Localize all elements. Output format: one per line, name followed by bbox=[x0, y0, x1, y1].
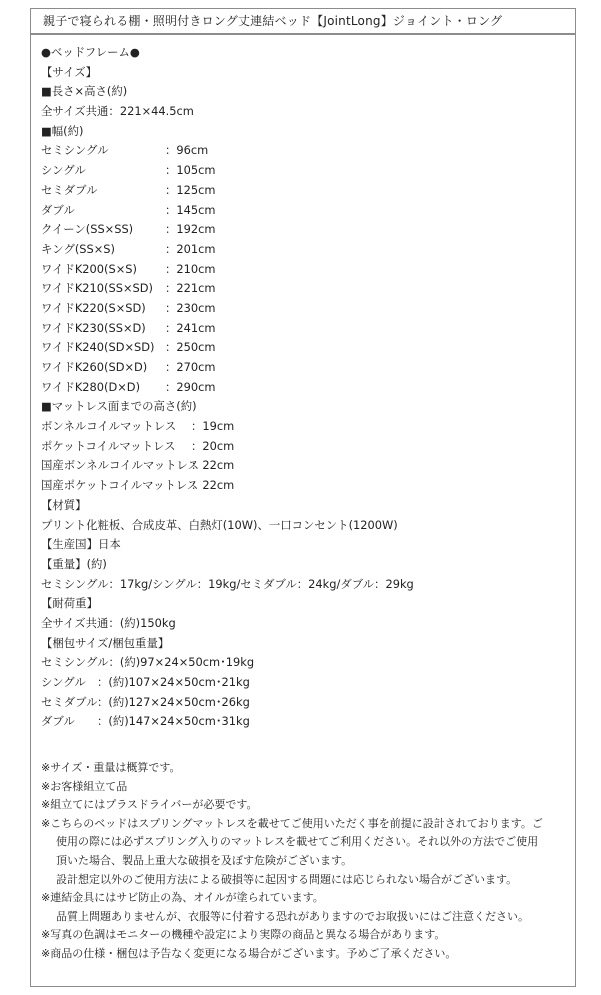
load-value: 全サイズ共通：(約)150kg bbox=[41, 615, 176, 630]
mattress-height-value: ：22cm bbox=[191, 458, 235, 473]
width-value: ：241cm bbox=[165, 320, 216, 335]
note-continuation: 設計想定以外のご使用方法による破損等に起因する問題には応じられない場合がございます。 bbox=[56, 872, 518, 886]
length-height-heading: ■長さ×高さ(約) bbox=[41, 84, 128, 99]
width-value: ：201cm bbox=[165, 241, 216, 256]
mattress-height-row bbox=[41, 437, 569, 457]
width-value: ：125cm bbox=[165, 182, 216, 197]
width-label: ワイドK240(SD×SD) bbox=[41, 340, 155, 355]
width-label: ワイドK230(SS×D) bbox=[41, 320, 146, 335]
width-label: ワイドK220(S×SD) bbox=[41, 300, 146, 315]
width-row bbox=[41, 161, 569, 181]
width-value: ：250cm bbox=[165, 340, 216, 355]
width-value: ：210cm bbox=[165, 261, 216, 276]
mattress-height-value: ：22cm bbox=[191, 478, 235, 493]
width-value: ：145cm bbox=[165, 202, 216, 217]
package-label: ダブル bbox=[41, 714, 75, 729]
package-label: シングル bbox=[41, 675, 86, 689]
package-value: ：(約)97×24×50cm･19kg bbox=[108, 655, 255, 670]
width-row bbox=[41, 358, 569, 378]
width-value: ：221cm bbox=[165, 281, 216, 296]
width-value: ：270cm bbox=[165, 360, 216, 374]
page-title: 親子で寝られる棚・照明付きロング丈連結ベッド【JointLong】ジョイント・ロング bbox=[43, 14, 503, 28]
package-heading: 【梱包サイズ/梱包重量】 bbox=[41, 635, 170, 650]
width-label: クイーン(SS×SS) bbox=[41, 222, 134, 237]
width-label: セミダブル bbox=[41, 182, 98, 197]
length-height-value: 全サイズ共通：221×44.5cm bbox=[41, 104, 194, 119]
origin-line: 【生産国】日本 bbox=[41, 537, 121, 552]
width-row bbox=[41, 260, 569, 280]
weight-heading: 【重量】(約) bbox=[41, 556, 107, 571]
package-label: セミシングル bbox=[41, 655, 109, 670]
size-heading: 【サイズ】 bbox=[41, 64, 98, 79]
note-item: ※連結金具にはサビ防止の為、オイルが塗られています。 bbox=[41, 891, 324, 905]
material-value: プリント化粧板、合成皮革、白熱灯(10W)、一口コンセント(1200W) bbox=[41, 517, 398, 532]
width-label: シングル bbox=[41, 163, 86, 178]
mattress-height-heading: ■マットレス面までの高さ(約) bbox=[41, 399, 197, 414]
mattress-height-row bbox=[41, 456, 569, 476]
mattress-height-label: 国産ポケットコイルマットレス bbox=[41, 478, 199, 493]
width-label: ワイドK210(SS×SD) bbox=[41, 281, 153, 296]
frame-heading: ●ベッドフレーム● bbox=[41, 45, 140, 59]
mattress-height-label: ポケットコイルマットレス bbox=[41, 438, 176, 453]
weight-value: セミシングル：17kg/シングル：19kg/セミダブル：24kg/ダブル：29kg bbox=[41, 576, 414, 591]
width-value: ：290cm bbox=[165, 379, 216, 394]
width-row bbox=[41, 378, 569, 398]
width-heading: ■幅(約) bbox=[41, 123, 84, 138]
width-row bbox=[41, 319, 569, 339]
width-value: ：105cm bbox=[165, 163, 216, 178]
note-item: ※お客様組立て品 bbox=[41, 779, 128, 793]
note-continuation: 品質上問題ありませんが、衣服等に付着する恐れがありますのでお取扱いにはご注意ください。 bbox=[56, 909, 529, 923]
width-row bbox=[41, 299, 569, 319]
package-label: セミダブル bbox=[41, 694, 98, 709]
note-item: ※サイズ・重量は概算です。 bbox=[41, 761, 181, 774]
width-label: キング(SS×S) bbox=[41, 241, 115, 256]
note-continuation: 頂いた場合、製品上重大な破損を及ぼす危険がございます。 bbox=[56, 853, 353, 867]
package-row bbox=[41, 712, 569, 732]
width-label: ワイドK260(SD×D) bbox=[41, 360, 148, 374]
width-row bbox=[41, 220, 569, 240]
notes-list bbox=[41, 759, 569, 964]
mattress-height-label: ボンネルコイルマットレス bbox=[41, 419, 177, 434]
width-label: ワイドK200(S×S) bbox=[41, 261, 137, 276]
load-heading: 【耐荷重】 bbox=[41, 596, 98, 611]
note-item: ※こちらのベッドはスプリングマットレスを載せてご使用いただく事を前提に設計されております。ご bbox=[41, 816, 543, 830]
width-row bbox=[41, 338, 569, 358]
title-bar bbox=[30, 8, 576, 34]
mattress-height-row bbox=[41, 476, 569, 496]
note-item: ※商品の仕様・梱包は予告なく変更になる場合がございます。予めご了承ください。 bbox=[41, 946, 457, 960]
width-row bbox=[41, 181, 569, 201]
width-label: ダブル bbox=[41, 202, 75, 217]
note-continuation: 使用の際には必ずスプリング入りのマットレスを載せてご利用ください。それ以外の方法でご使用 bbox=[56, 835, 539, 849]
mattress-height-value: ：19cm bbox=[191, 419, 235, 434]
width-row bbox=[41, 240, 569, 260]
note-item: ※組立てにはプラスドライバーが必要です。 bbox=[41, 798, 258, 812]
mattress-height-label: 国産ボンネルコイルマットレス bbox=[41, 458, 199, 473]
note-item: ※写真の色調はモニターの機種や設定により実際の商品と異なる場合があります。 bbox=[41, 928, 446, 942]
width-row bbox=[41, 141, 569, 161]
package-value: ：(約)127×24×50cm･26kg bbox=[97, 694, 250, 709]
package-row bbox=[41, 673, 569, 693]
spec-list bbox=[41, 43, 569, 732]
width-value: ：230cm bbox=[165, 300, 216, 315]
mattress-height-row bbox=[41, 417, 569, 437]
width-row bbox=[41, 201, 569, 221]
package-row bbox=[41, 693, 569, 713]
width-value: ：96cm bbox=[165, 143, 209, 158]
width-row bbox=[41, 279, 569, 299]
material-heading: 【材質】 bbox=[41, 497, 87, 512]
mattress-height-value: ：20cm bbox=[191, 438, 235, 453]
width-value: ：192cm bbox=[165, 222, 216, 237]
package-value: ：(約)147×24×50cm･31kg bbox=[97, 714, 250, 729]
package-value: ：(約)107×24×50cm･21kg bbox=[97, 675, 250, 689]
package-row bbox=[41, 653, 569, 673]
width-label: セミシングル bbox=[41, 143, 109, 158]
width-label: ワイドK280(D×D) bbox=[41, 379, 141, 394]
